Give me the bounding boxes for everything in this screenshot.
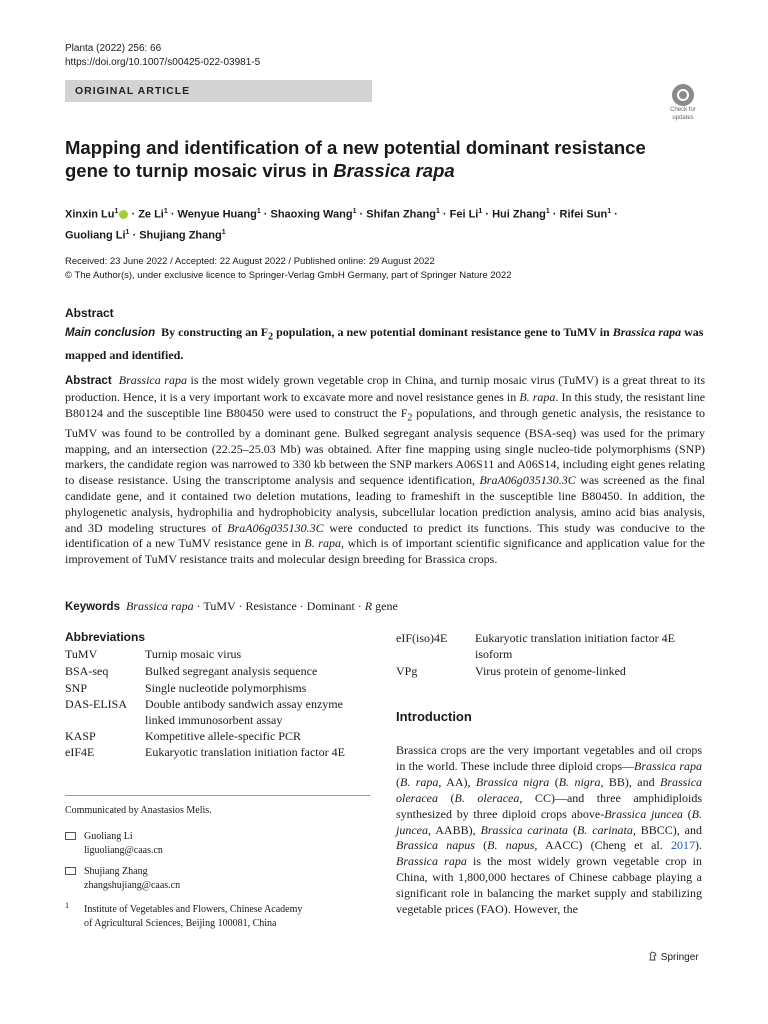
citation-link[interactable]: 2017 (671, 838, 695, 853)
contact-email[interactable]: liguoliang@caas.cn (84, 845, 163, 856)
history-dates: Received: 23 June 2022 / Accepted: 22 August 2022 / Published online: 29 August 2022 (65, 256, 435, 267)
publication-dates (65, 255, 705, 283)
check-updates-icon (672, 84, 694, 106)
envelope-icon (65, 867, 76, 875)
footnote-divider (65, 795, 370, 796)
contact-name: Shujiang Zhang (84, 866, 148, 877)
check-for-updates-badge[interactable] (664, 84, 702, 124)
envelope-icon (65, 832, 76, 840)
abbreviation-term: DAS-ELISA (65, 697, 127, 711)
check-updates-label-2: updates (672, 115, 694, 121)
keyword: R (364, 599, 373, 613)
affiliation (84, 903, 374, 931)
abbreviation-definition: Bulked segregant analysis sequence (145, 664, 318, 678)
title-line-1: Mapping and identification of a new potential dominant resistance (65, 137, 646, 158)
check-updates-label-1: Check for (670, 107, 696, 113)
affiliation-number: 1 (65, 901, 69, 910)
author-list (65, 203, 705, 244)
author-name[interactable]: Fei Li (449, 208, 479, 221)
orcid-icon[interactable] (119, 210, 128, 219)
title-line-2: gene to turnip mosaic virus in Brassica rapa (65, 160, 455, 181)
corresponding-author-2 (65, 865, 365, 895)
abbreviation-term: eIF(iso)4E (396, 631, 448, 645)
affiliation-line-1: Institute of Vegetables and Flowers, Chinese Academy (84, 904, 303, 915)
keywords-label: Keywords (65, 601, 120, 613)
copyright-line: © The Author(s), under exclusive licence to Springer-Verlag GmbH Germany, part of Springer Nature 2022 (65, 270, 512, 281)
contact-name: Guoliang Li (84, 831, 133, 842)
communicated-by: Communicated by Anastasios Melis. (65, 805, 212, 816)
main-conclusion: Main conclusion By constructing an $F_2$ population, a new potential dominant resistance gene to TuMV in Brassica rapa was mapped and identified. (65, 325, 704, 363)
keywords: Keywords Brassica rapa · TuMV · Resistance · Dominant · R gene (65, 599, 398, 613)
article-title (65, 136, 695, 182)
publisher-logo (648, 951, 699, 965)
publisher-name: Springer (660, 952, 699, 963)
introduction-body: Brassica crops are the very important vegetables and oil crops in the world. These include three diploid crops—Brassica rapa (B. rapa, AA), Brassica nigra (B. nigra, BB), and Brassica oleracea (B. oleracea, CC)—and three amphidiploids synthesized by three diploid crops above-Brassica juncea (B. juncea, AABB), Brassica carinata (B. carinata, BBCC), and Brassica napus (B. napus, AACC) (Cheng et al. 2017). Brassica rapa is the most widely grown vegetable crop in China, with 1,800,000 hectares of Chinese cabbage playing a significant role in balancing the market supply and stabilizing vegetable prices (FAO). However, the (396, 743, 703, 917)
keyword: Dominant (306, 599, 355, 613)
author-name[interactable]: Wenyue Huang (177, 208, 257, 221)
abbreviation-definition: Single nucleotide polymorphisms (145, 681, 307, 695)
abbreviation-term: TuMV (65, 647, 98, 661)
main-conclusion-label: Main conclusion (65, 327, 156, 339)
abbreviation-definition: Eukaryotic translation initiation factor 4E (145, 745, 345, 759)
abstract-heading: Abstract (65, 306, 114, 320)
abbreviation-term: SNP (65, 681, 88, 695)
author-line-1: Xinxin $Lu^1 \cdot Ze$ $Li^1$ · Wenyue Huang$^1$ · Shaoxing Wang$^1$ · Shifan Zhang$^1$ · Fei $Li^1$ · Hui Zhang$^1$ · Rifei Sun$^1$ · (65, 208, 618, 221)
abbreviation-definition-continued: isoform (475, 647, 513, 661)
abbreviation-term: VPg (396, 664, 418, 678)
author-name[interactable]: Shaoxing Wang (270, 208, 353, 221)
keyword: Brassica rapa (125, 599, 194, 613)
springer-horse-icon (648, 951, 658, 961)
abbreviation-definition: Kompetitive allele-specific PCR (145, 729, 301, 743)
author-line-2: Guoliang $Li^1$ · Shujiang Zhang$^1$ (65, 228, 226, 242)
author-name[interactable]: Rifei Sun (559, 208, 608, 221)
journal-reference (65, 42, 260, 70)
introduction-heading: Introduction (396, 709, 472, 724)
article-type-banner: ORIGINAL ARTICLE (65, 80, 372, 102)
abbreviation-definition: Virus protein of genome-linked (475, 664, 626, 678)
doi-link[interactable]: https://doi.org/10.1007/s00425-022-03981-5 (65, 57, 261, 68)
keyword: TuMV (203, 599, 236, 613)
abbreviation-term: KASP (65, 729, 96, 743)
affiliation-line-2: of Agricultural Sciences, Beijing 100081, China (84, 918, 277, 929)
author-name[interactable]: Shujiang Zhang (139, 229, 222, 242)
abbreviation-definition: Turnip mosaic virus (145, 647, 242, 661)
contact-email[interactable]: zhangshujiang@caas.cn (84, 880, 181, 891)
abbreviation-definition-continued: linked immunosorbent assay (145, 713, 283, 727)
abbreviation-definition: Double antibody sandwich assay enzyme (145, 697, 343, 711)
abstract-label: Abstract (65, 375, 112, 387)
keyword: Resistance (245, 599, 297, 613)
abbreviation-definition: Eukaryotic translation initiation factor 4E (475, 631, 675, 645)
journal-line: Planta (2022) 256: 66 (65, 43, 162, 54)
abbreviation-term: BSA-seq (65, 664, 109, 678)
author-name[interactable]: Shifan Zhang (366, 208, 436, 221)
author-name[interactable]: Ze Li (138, 208, 164, 221)
author-name[interactable]: Guoliang Li (65, 229, 126, 242)
abbreviations-heading: Abbreviations (65, 630, 146, 644)
author-name[interactable]: Xinxin Lu (65, 208, 115, 221)
corresponding-author-1 (65, 830, 365, 860)
author-name[interactable]: Hui Zhang (492, 208, 546, 221)
title-species: Brassica rapa (333, 160, 455, 181)
abbreviation-term: eIF4E (65, 745, 95, 759)
abstract-body: Abstract Brassica rapa is the most widely grown vegetable crop in China, and turnip mosaic virus (TuMV) is a great threat to its production. Hence, it is a very important work to excavate more and novel resistance genes in B. rapa. In this study, the resistant line B80124 and the susceptible line B80450 were used to construct the $F_2$ populations, and through genetic analysis, the resistance to TuMV was found to be controlled by a dominant gene. Bulked segregant analysis sequence (BSA-seq) was used for the primary mapping, and an intersection (22.25–25.03 Mb) was obtained. After fine mapping using single nucleo-tide polymorphisms (SNP) markers, the candidate region was narrowed to 330 kb between the SNP markers A06S11 and A06S14, including eight genes relating to disease resistance. Using the transcriptome analysis and sequence identification, BraA06g035130.3C was screened as the final candidate gene, and it contained two deletion mutations, leading to frameshift in the susceptible line B80450. In addition, the phylogenetic analysis, hydrophilia and hydrophobicity analysis, subcellular location prediction analysis, amino acid bias analysis, and 3D modeling structures of BraA06g035130.3C were conducted to predict its functions. This study was conducive to the identification of a new TuMV resistance gene in B. rapa, which is of important scientific significance and application value for the improvement of TuMV resistance traits and molecular design breeding for Brassica crops. (65, 373, 706, 567)
